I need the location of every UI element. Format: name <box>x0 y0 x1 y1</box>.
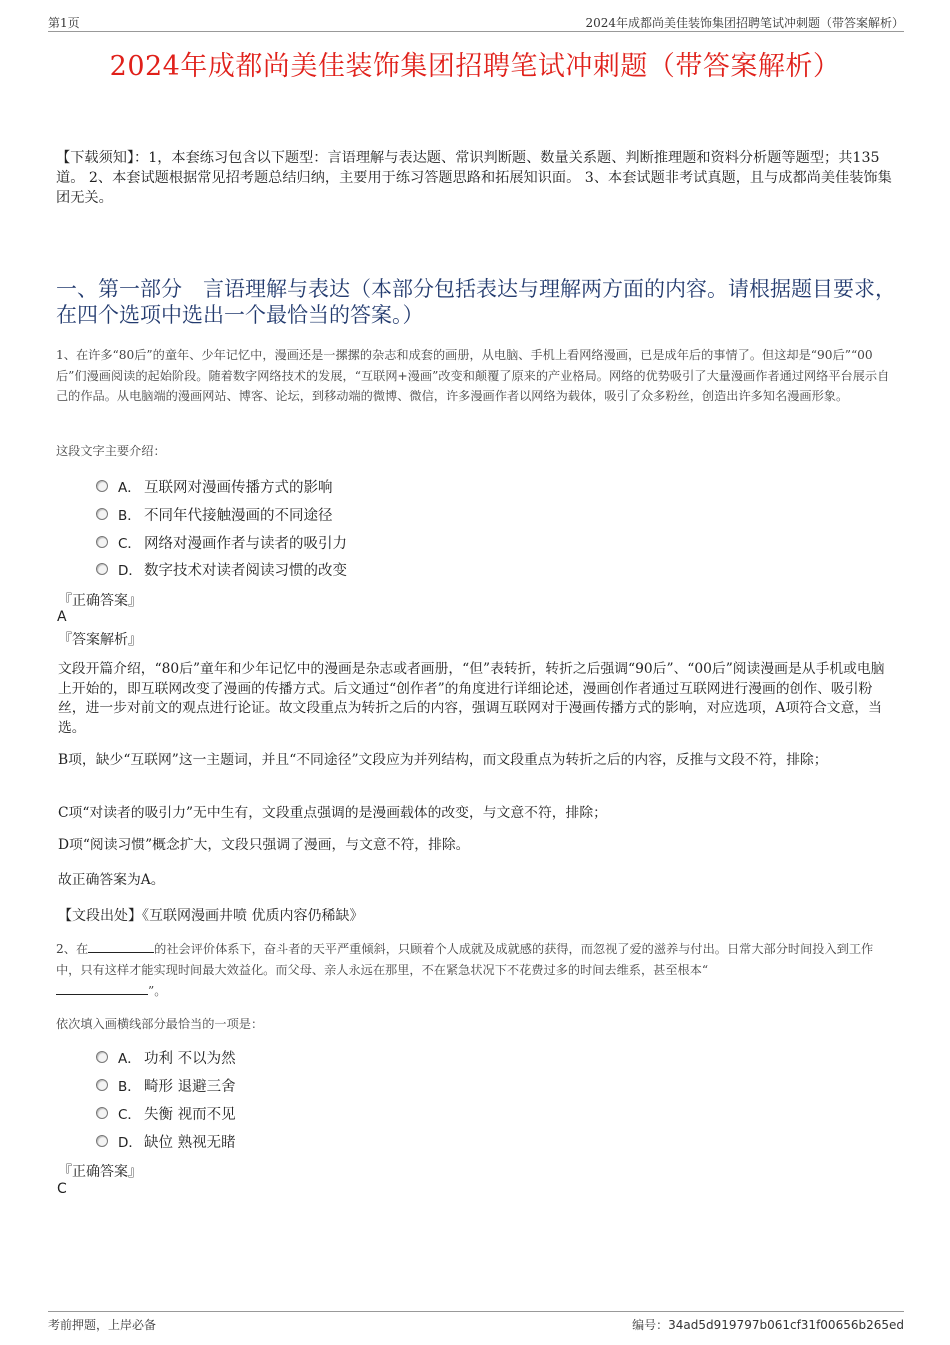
header-divider <box>48 31 904 32</box>
option-letter: B． <box>118 1079 141 1095</box>
q1-answer-label: 『正确答案』 <box>58 593 142 609</box>
fill-blank-2 <box>56 980 148 995</box>
option-text: 失衡 视而不见 <box>144 1106 236 1123</box>
radio-icon[interactable] <box>96 1079 108 1091</box>
q2-answer: C <box>57 1181 67 1197</box>
q1-option-a[interactable] <box>96 475 333 497</box>
serial-code: 34ad5d919797b061cf31f00656b265ed <box>668 1318 904 1332</box>
q2-option-c[interactable] <box>96 1102 236 1124</box>
question-2-text-end: ”。 <box>148 984 167 998</box>
header-doc-title: 2024年成都尚美佳装饰集团招聘笔试冲刺题（带答案解析） <box>585 16 904 30</box>
footer-slogan: 考前押题，上岸必备 <box>48 1318 157 1332</box>
option-letter: D． <box>118 563 142 579</box>
q1-option-d[interactable] <box>96 558 347 580</box>
q1-analysis-paragraph: C项“对读者的吸引力”无中生有，文段重点强调的是漫画载体的改变，与文意不符，排除； <box>58 805 607 821</box>
serial-label: 编号： <box>632 1318 669 1332</box>
q1-option-c[interactable] <box>96 531 347 553</box>
q2-option-d[interactable] <box>96 1130 236 1152</box>
radio-icon[interactable] <box>96 1051 108 1063</box>
option-text: 网络对漫画作者与读者的吸引力 <box>144 535 347 552</box>
q1-analysis-paragraph: 文段开篇介绍，“80后”童年和少年记忆中的漫画是杂志或者画册，“但”表转折，转折之后强调“90后”、“00后”阅读漫画是从手机或电脑上开始的，即互联网改变了漫画的传播方式。后文通过“创作者”的角度进行详细论述，漫画创作者通过互联网进行漫画的创作、吸引粉丝，进一步对前文的观点进行论证。故文段重点为转折之后的内容，强调互联网对于漫画传播方式的影响，对应选项，A项符合文意，当选。 <box>58 661 885 736</box>
radio-icon[interactable] <box>96 480 108 492</box>
option-text: 功利 不以为然 <box>144 1050 236 1067</box>
option-text: 数字技术对读者阅读习惯的改变 <box>144 562 347 579</box>
section-heading: 一、第一部分 言语理解与表达（本部分包括表达与理解两方面的内容。请根据题目要求，在四个选项中选出一个最恰当的答案。） <box>56 277 896 327</box>
question-1-prompt: 这段文字主要介绍： <box>56 444 166 458</box>
question-2-text-start: 2、在 <box>56 942 89 956</box>
q1-analysis-paragraph: D项“阅读习惯”概念扩大，文段只强调了漫画，与文意不符，排除。 <box>58 837 470 853</box>
radio-icon[interactable] <box>96 508 108 520</box>
option-letter: C． <box>118 1107 141 1123</box>
download-notice: 【下载须知】：1，本套练习包含以下题型：言语理解与表达题、常识判断题、数量关系题、判断推理题和资料分析题等题型；共135道。 2、本套试题根据常见招考题总结归纳，主要用于练习答题思路和拓展知识面。 3、本套试题非考试真题，且与成都尚美佳装饰集团无关。 <box>56 150 892 206</box>
option-text: 畸形 退避三舍 <box>144 1078 236 1095</box>
footer-divider <box>48 1311 904 1312</box>
option-letter: B． <box>118 508 141 524</box>
option-text: 不同年代接触漫画的不同途径 <box>144 507 333 524</box>
radio-icon[interactable] <box>96 1135 108 1147</box>
q1-option-b[interactable] <box>96 503 333 525</box>
q1-analysis-conclusion: 故正确答案为A。 <box>58 872 165 888</box>
q1-source: 【文段出处】《互联网漫画井喷 优质内容仍稀缺》 <box>58 908 364 924</box>
question-2-text-middle: 的社会评价体系下，奋斗者的天平严重倾斜，只顾着个人成就及成就感的获得，而忽视了爱的滋养与付出。日常大部分时间投入到工作中，只有这样才能实现时间最大效益化。而父母、亲人永远在那里，不在紧急状况下不花费过多的时间去维系，甚至根本“ <box>56 942 874 977</box>
document-title: 2024年成都尚美佳装饰集团招聘笔试冲刺题（带答案解析） <box>109 51 841 82</box>
option-letter: A． <box>118 480 141 496</box>
q2-option-a[interactable] <box>96 1046 236 1068</box>
fill-blank-1 <box>88 938 154 953</box>
option-text: 互联网对漫画传播方式的影响 <box>144 479 333 496</box>
radio-icon[interactable] <box>96 536 108 548</box>
footer-serial <box>632 1316 904 1333</box>
q2-option-b[interactable] <box>96 1074 236 1096</box>
option-letter: A． <box>118 1051 141 1067</box>
page-number: 第1页 <box>48 16 80 30</box>
radio-icon[interactable] <box>96 563 108 575</box>
option-letter: C． <box>118 536 141 552</box>
option-text: 缺位 熟视无睹 <box>144 1134 236 1151</box>
q1-analysis-label: 『答案解析』 <box>58 632 142 648</box>
q1-analysis-paragraph: B项，缺少“互联网”这一主题词，并且“不同途径”文段应为并列结构，而文段重点为转折之后的内容，反推与文段不符，排除； <box>58 752 828 768</box>
option-letter: D． <box>118 1135 142 1151</box>
question-2-prompt: 依次填入画横线部分最恰当的一项是： <box>56 1017 264 1031</box>
question-1-text: 1、在许多“80后”的童年、少年记忆中，漫画还是一摞摞的杂志和成套的画册，从电脑、手机上看网络漫画，已是成年后的事情了。但这却是“90后”“00后”们漫画阅读的起始阶段。随着数字网络技术的发展，“互联网+漫画”改变和颠覆了原来的产业格局。网络的优势吸引了大量漫画作者通过网络平台展示自己的作品。从电脑端的漫画网站、博客、论坛，到移动端的微博、微信，许多漫画作者以网络为载体，吸引了众多粉丝，创造出许多知名漫画形象。 <box>56 348 890 403</box>
q2-answer-label: 『正确答案』 <box>58 1164 142 1180</box>
question-2-text <box>56 938 896 1002</box>
radio-icon[interactable] <box>96 1107 108 1119</box>
q1-answer: A <box>57 609 67 625</box>
